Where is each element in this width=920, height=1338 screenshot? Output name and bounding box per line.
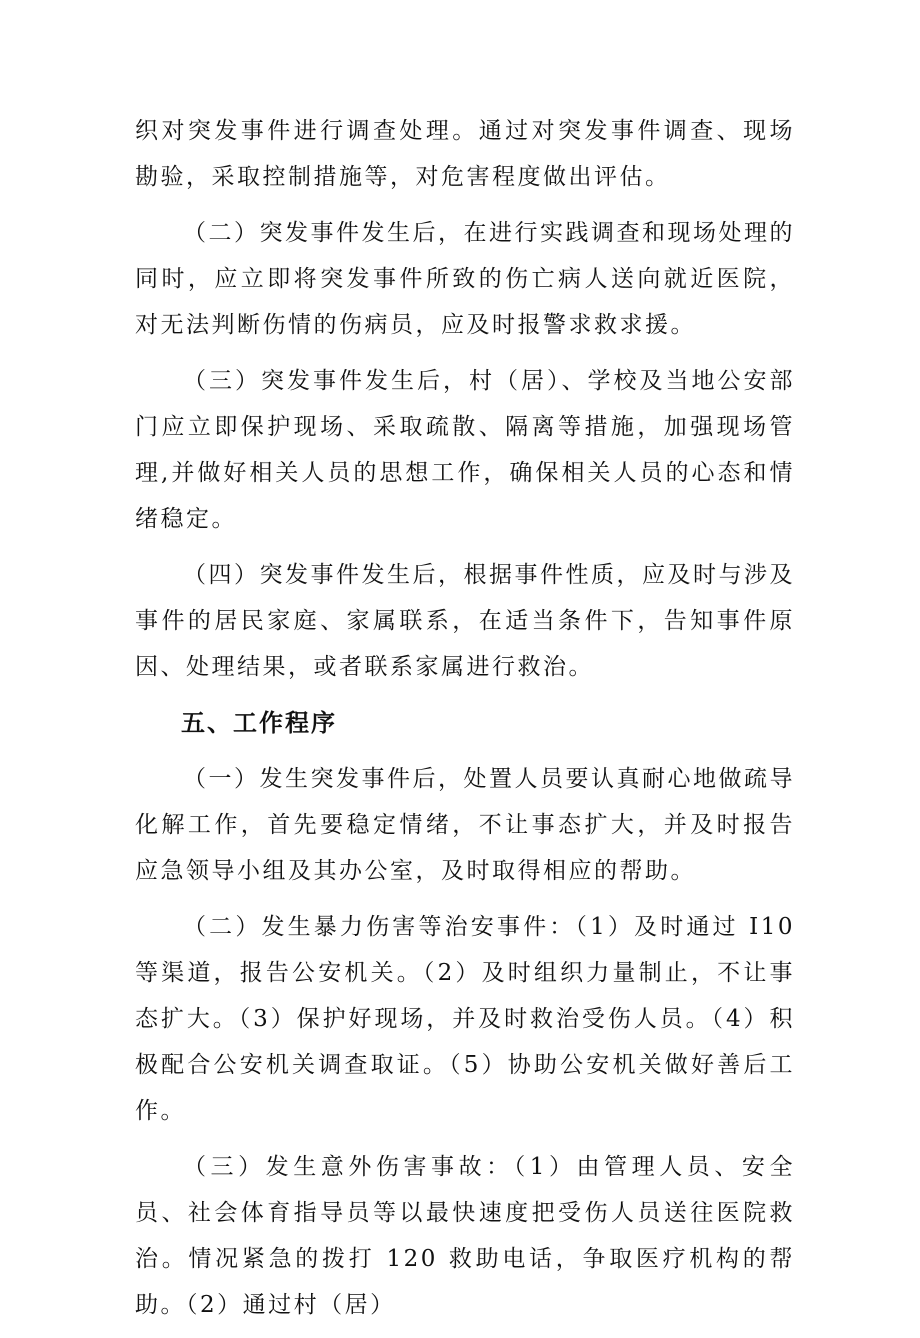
document-page bbox=[135, 108, 795, 1338]
paragraph-item-4: （四）突发事件发生后，根据事件性质，应及时与涉及事件的居民家庭、家属联系，在适当条件下，告知事件原因、处理结果，或者联系家属进行救治。 bbox=[135, 562, 795, 680]
procedure-item-1: （一）发生突发事件后，处置人员要认真耐心地做疏导化解工作，首先要稳定情绪，不让事态扩大，并及时报告应急领导小组及其办公室，及时取得相应的帮助。 bbox=[135, 766, 795, 884]
paragraph-item-3: （三）突发事件发生后，村（居）、学校及当地公安部门应立即保护现场、采取疏散、隔离等措施，加强现场管理,并做好相关人员的思想工作，确保相关人员的心态和情绪稳定。 bbox=[135, 368, 795, 532]
section-heading: 五、工作程序 bbox=[181, 709, 337, 737]
procedure-item-2: （二）发生暴力伤害等治安事件：（1）及时通过 I10 等渠道，报告公安机关。（2）及时组织力量制止，不让事态扩大。（3）保护好现场，并及时救治受伤人员。（4）积极配合公安机关调查取证。（5）协助公安机关做好善后工作。 bbox=[135, 914, 795, 1124]
procedure-item-3: （三）发生意外伤害事故：（1）由管理人员、安全员、社会体育指导员等以最快速度把受伤人员送往医院救治。情况紧急的拨打 120 救助电话，争取医疗机构的帮助。（2）通过村（居） bbox=[135, 1154, 795, 1318]
paragraph-item-2: （二）突发事件发生后，在进行实践调查和现场处理的同时，应立即将突发事件所致的伤亡病人送向就近医院，对无法判断伤情的伤病员，应及时报警求救求援。 bbox=[135, 220, 795, 338]
paragraph-intro: 织对突发事件进行调查处理。通过对突发事件调查、现场勘验，采取控制措施等，对危害程度做出评估。 bbox=[135, 118, 795, 190]
